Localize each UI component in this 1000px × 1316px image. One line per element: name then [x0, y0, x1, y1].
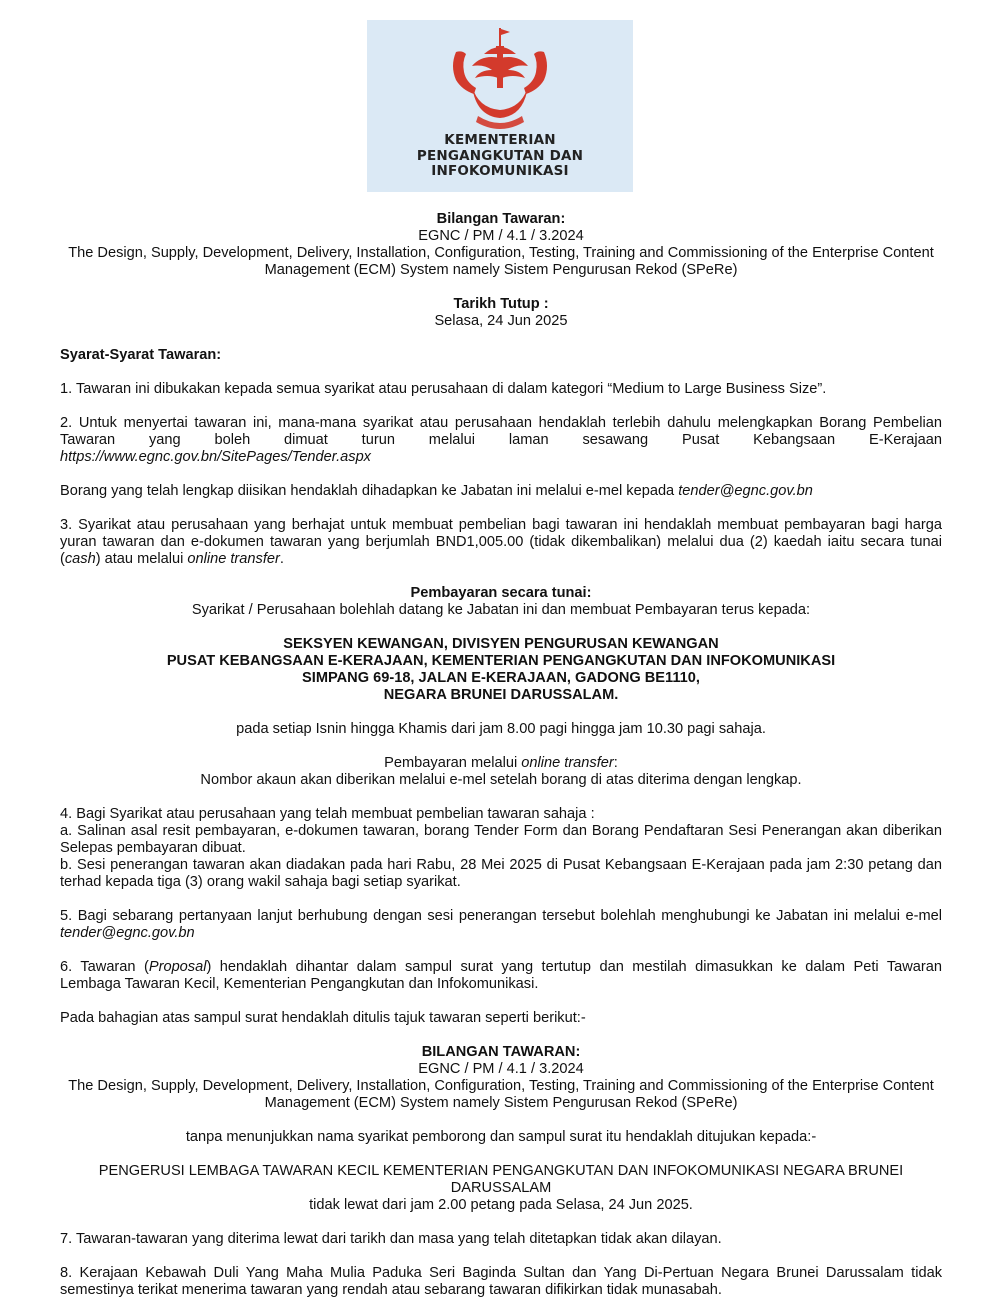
closing-date-block: [60, 296, 942, 330]
chairman-line-1: PENGERUSI LEMBAGA TAWARAN KECIL KEMENTERIAN PENGANGKUTAN DAN INFOKOMUNIKASI NEGARA BRUNEI: [98, 1163, 904, 1179]
condition-2: [60, 415, 942, 466]
tender-number-label: Bilangan Tawaran:: [436, 211, 566, 227]
condition-2-line-2: Tawaran yang boleh dimuat turun melalui laman sesawang Pusat Kebangsaan E-Kerajaan: [60, 432, 942, 448]
condition-6-line-1: [60, 959, 942, 976]
condition-4-heading: 4. Bagi Syarikat atau perusahaan yang telah membuat pembelian tawaran sahaja :: [60, 806, 595, 822]
condition-6: [60, 959, 942, 993]
envelope-title-block: [60, 1044, 942, 1112]
condition-6-line-2: Lembaga Tawaran Kecil, Kementerian Pengangkutan dan Infokomunikasi.: [60, 976, 539, 992]
condition-4b-line-1: b. Sesi penerangan tawaran akan diadakan pada hari Rabu, 28 Mei 2025 di Pusat Kebangsaan E-Kerajaan pada jam 2:30 petang dan: [60, 857, 942, 873]
online-heading-text: Pembayaran melalui: [384, 755, 522, 771]
condition-8-line-2: semestinya terikat menerima tawaran yang rendah atau sebarang tawaran difikirkan tidak munasabah.: [60, 1282, 722, 1298]
envelope-number: EGNC / PM / 4.1 / 3.2024: [418, 1061, 584, 1077]
online-heading-term: online transfer: [521, 755, 614, 771]
cash-payment-text: Syarikat / Perusahaan bolehlah datang ke Jabatan ini dan membuat Pembayaran terus kepada:: [191, 602, 811, 618]
ministry-line-2: PENGANGKUTAN DAN: [416, 147, 584, 164]
condition-3-mid: ) atau melalui: [95, 551, 188, 567]
ministry-name: [367, 133, 633, 180]
condition-5: [60, 908, 942, 942]
conditions-heading: Syarat-Syarat Tawaran:: [60, 347, 222, 363]
address-line-4: NEGARA BRUNEI DARUSSALAM.: [383, 687, 619, 703]
condition-3-line-2: yuran tawaran dan e-dokumen tawaran yang berjumlah BND1,005.00 (tidak dikembalikan) melalui dua (2) kaedah iaitu secara tunai: [60, 534, 942, 550]
online-payment-block: [60, 755, 942, 789]
condition-6-rest: ) hendaklah dihantar dalam sampul surat yang tertutup dan mestilah dimasukkan ke dalam Peti Tawaran: [206, 959, 942, 975]
envelope-instructions: Pada bahagian atas sampul surat hendaklah ditulis tajuk tawaran seperti berikut:-: [60, 1010, 586, 1026]
tender-notice: [60, 211, 942, 1299]
tender-title-line-2: Management (ECM) System namely Sistem Pengurusan Rekod (SPeRe): [264, 262, 738, 278]
ministry-line-3: INFOKOMUNIKASI: [431, 163, 569, 179]
envelope-title-line-2: Management (ECM) System namely Sistem Pengurusan Rekod (SPeRe): [264, 1095, 738, 1111]
condition-4a-line-1: a. Salinan asal resit pembayaran, e-dokumen tawaran, borang Tender Form dan Borang Pendaftaran Sesi Penerangan akan diberikan: [60, 823, 942, 839]
envelope-title-line-1: The Design, Supply, Development, Delivery, Installation, Configuration, Testing, Training and Commissioning of the Enterprise Content: [68, 1078, 934, 1094]
tender-number: EGNC / PM / 4.1 / 3.2024: [418, 228, 584, 244]
cash-term: cash: [64, 551, 96, 567]
addressed-to-text: tanpa menunjukkan nama syarikat pemborong dan sampul surat itu hendaklah ditujukan kepada:-: [185, 1129, 817, 1145]
condition-7: 7. Tawaran-tawaran yang diterima lewat dari tarikh dan masa yang telah ditetapkan tidak akan dilayan.: [60, 1231, 722, 1247]
tender-email-link[interactable]: tender@egnc.gov.bn: [678, 483, 813, 499]
online-payment-text: Nombor akaun akan diberikan melalui e-mel setelah borang di atas diterima dengan lengkap.: [200, 772, 802, 788]
tender-title-line-1: The Design, Supply, Development, Delivery, Installation, Configuration, Testing, Training and Commissioning of the Enterprise Content: [68, 245, 934, 261]
condition-3: [60, 517, 942, 568]
condition-2-email: [60, 483, 942, 500]
paren-open: (: [60, 551, 65, 567]
online-payment-heading: [60, 755, 942, 772]
ministry-logo: [367, 20, 633, 192]
chairman-line-2: DARUSSALAM: [450, 1180, 552, 1196]
condition-4a-line-2: Selepas pembayaran dibuat.: [60, 840, 246, 856]
brunei-crest-icon: [442, 24, 558, 134]
condition-3-line-3: [60, 551, 942, 568]
address-line-3: SIMPANG 69-18, JALAN E-KERAJAAN, GADONG BE1110,: [302, 670, 700, 686]
condition-5-line-1: 5. Bagi sebarang pertanyaan lanjut berhubung dengan sesi penerangan tersebut bolehlah menghubungi ke Jabatan ini melalui e-mel: [60, 908, 942, 924]
condition-3-line-1: 3. Syarikat atau perusahaan yang berhajat untuk membuat pembelian bagi tawaran ini hendaklah membuat pembayaran bagi harga: [60, 517, 942, 533]
condition-2-email-text: Borang yang telah lengkap diisikan hendaklah dihadapkan ke Jabatan ini melalui e-mel kepada: [60, 483, 679, 499]
condition-3-end: .: [279, 551, 284, 567]
condition-6-start: 6. Tawaran (: [60, 959, 149, 975]
address-line-1: SEKSYEN KEWANGAN, DIVISYEN PENGURUSAN KEWANGAN: [283, 636, 719, 652]
condition-4b-line-2: terhad kepada tiga (3) orang wakil sahaja bagi setiap syarikat.: [60, 874, 461, 890]
tender-header: [60, 211, 942, 279]
submission-deadline: tidak lewat dari jam 2.00 petang pada Selasa, 24 Jun 2025.: [309, 1197, 693, 1213]
address-line-2: PUSAT KEBANGSAAN E-KERAJAAN, KEMENTERIAN PENGANGKUTAN DAN INFOKOMUNIKASI: [166, 653, 836, 669]
online-heading-colon: :: [613, 755, 618, 771]
condition-5-email-link[interactable]: tender@egnc.gov.bn: [60, 925, 195, 941]
closing-date: Selasa, 24 Jun 2025: [434, 313, 568, 329]
ministry-line-1: KEMENTERIAN: [444, 132, 556, 148]
closing-date-label: Tarikh Tutup :: [453, 296, 549, 312]
condition-1: 1. Tawaran ini dibukakan kepada semua syarikat atau perusahaan di dalam kategori “Medium to Large Business Size”.: [60, 381, 827, 397]
cash-payment-block: [60, 585, 942, 619]
cash-payment-heading: Pembayaran secara tunai:: [410, 585, 592, 601]
condition-2-line-1: 2. Untuk menyertai tawaran ini, mana-mana syarikat atau perusahaan hendaklah terlebih dahulu melengkapkan Borang Pembelian: [60, 415, 942, 431]
condition-8-line-1: 8. Kerajaan Kebawah Duli Yang Maha Mulia Paduka Seri Baginda Sultan dan Yang Di-Pertuan Negara Brunei Darussalam tidak: [60, 1265, 942, 1281]
tender-url-link[interactable]: https://www.egnc.gov.bn/SitePages/Tender.aspx: [60, 449, 371, 465]
condition-8: [60, 1265, 942, 1299]
condition-4: [60, 806, 942, 891]
payment-address: [60, 636, 942, 704]
online-transfer-term: online transfer: [187, 551, 280, 567]
proposal-term: Proposal: [148, 959, 207, 975]
chairman-address: [60, 1163, 942, 1214]
payment-hours: pada setiap Isnin hingga Khamis dari jam 8.00 pagi hingga jam 10.30 pagi sahaja.: [236, 721, 766, 737]
envelope-number-label: BILANGAN TAWARAN:: [421, 1044, 581, 1060]
